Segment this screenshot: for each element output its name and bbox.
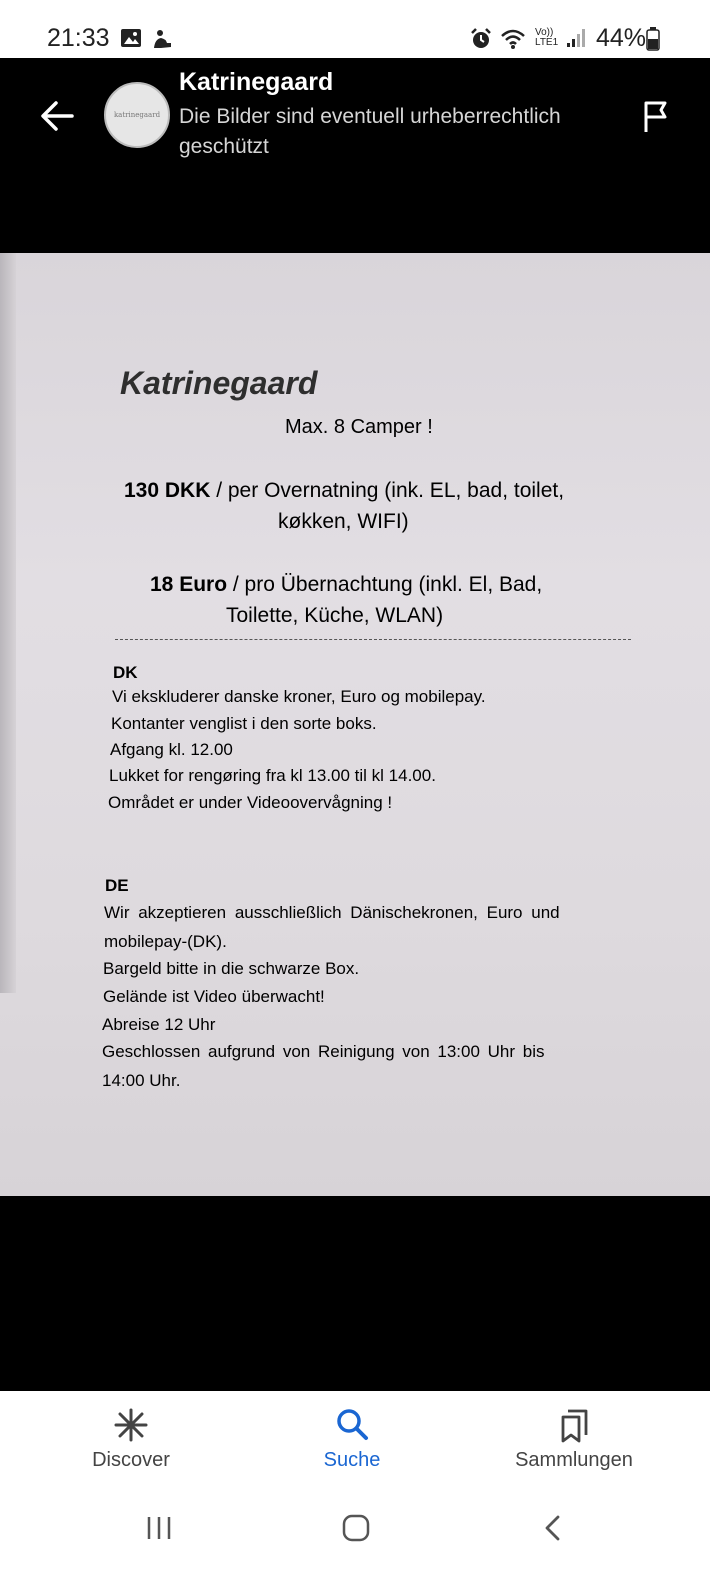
copyright-notice: Die Bilder sind eventuell urheberrechtlich geschützt: [179, 105, 561, 158]
gallery-notification-icon: [120, 28, 142, 48]
dk-price-amount: 130 DKK: [124, 479, 211, 502]
doc-dk-line-4: Lukket for rengøring fra kl 13.00 til kl 14.00.: [109, 766, 436, 785]
doc-dk-line-2: Kontanter venglist i den sorte boks.: [111, 714, 377, 733]
doc-de-line-6: Geschlossen aufgrund von Reinigung von 13:00 Uhr bis: [102, 1042, 545, 1061]
home-icon[interactable]: [341, 1513, 371, 1543]
doc-dk-line-1: Vi ekskluderer danske kroner, Euro og mobilepay.: [112, 687, 486, 706]
source-title[interactable]: Katrinegaard: [179, 68, 334, 96]
system-navigation: [0, 1498, 710, 1578]
photo-left-edge: [0, 253, 16, 993]
doc-title: Katrinegaard: [120, 365, 318, 401]
doc-de-line-3: Bargeld bitte in die schwarze Box.: [103, 959, 360, 978]
search-icon: [335, 1407, 369, 1441]
doc-de-line-5: Abreise 12 Uhr: [102, 1015, 216, 1034]
signal-icon: [566, 28, 586, 48]
doc-de-line-4: Gelände ist Video überwacht!: [103, 987, 325, 1006]
recent-apps-icon[interactable]: [145, 1515, 173, 1541]
back-arrow-icon[interactable]: [38, 98, 76, 134]
document-photo[interactable]: [0, 253, 710, 1196]
doc-dk-price-line2: køkken, WIFI): [278, 510, 409, 533]
wifi-icon: [500, 28, 526, 50]
nav-discover-label: Discover: [92, 1449, 170, 1471]
doc-dk-heading: DK: [113, 663, 138, 682]
de-price-text: / pro Übernachtung (inkl. El, Bad,: [227, 573, 543, 596]
doc-dk-price: [124, 479, 564, 503]
app-notification-icon: [151, 28, 173, 50]
avatar-logo-text: katrinegaard: [113, 111, 161, 119]
collections-bookmark-icon: [558, 1407, 590, 1443]
back-icon[interactable]: [542, 1514, 564, 1542]
doc-dk-line-3: Afgang kl. 12.00: [110, 740, 233, 759]
nav-search-label: Suche: [323, 1449, 381, 1471]
status-bar: [0, 0, 710, 58]
viewer-header: [0, 58, 710, 258]
doc-de-heading: DE: [105, 876, 129, 895]
status-time: 21:33: [47, 24, 110, 52]
doc-de-price-line2: Toilette, Küche, WLAN): [226, 604, 444, 627]
volte-label: Vo)) LTE1: [535, 27, 559, 48]
doc-de-line-2: mobilepay-(DK).: [104, 932, 227, 951]
nav-discover[interactable]: [13, 1391, 249, 1498]
doc-de-line-1: Wir akzeptieren ausschließlich Dänischekronen, Euro und: [104, 903, 560, 922]
nav-collections[interactable]: [456, 1391, 692, 1498]
de-price-amount: 18 Euro: [150, 573, 228, 596]
alarm-icon: [470, 28, 492, 50]
report-flag-icon[interactable]: [641, 100, 671, 134]
nav-search[interactable]: [234, 1391, 470, 1498]
battery-icon: [646, 27, 660, 51]
doc-de-price: [150, 573, 542, 597]
bottom-navigation: [0, 1391, 710, 1498]
discover-asterisk-icon: [113, 1407, 149, 1443]
battery-percent: 44%: [596, 24, 647, 52]
doc-max-campers: Max. 8 Camper !: [285, 416, 433, 438]
doc-dk-line-5: Området er under Videoovervågning !: [108, 793, 393, 812]
dk-price-text: / per Overnatning (ink. EL, bad, toilet,: [210, 479, 565, 502]
dashed-divider: [115, 639, 631, 640]
nav-collections-label: Sammlungen: [515, 1449, 633, 1471]
doc-de-line-7: 14:00 Uhr.: [102, 1071, 181, 1090]
source-avatar[interactable]: [104, 82, 170, 148]
